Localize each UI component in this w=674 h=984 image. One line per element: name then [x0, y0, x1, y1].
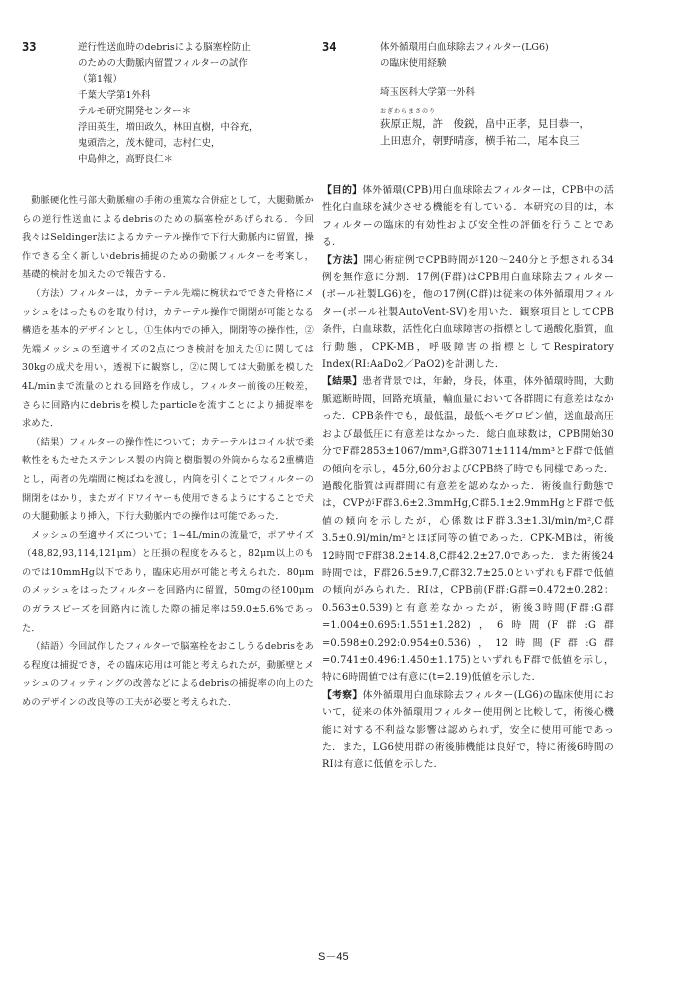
header-block — [380, 40, 614, 150]
section-text: 患者背景では，年齢，身長，体重，体外循環時間，大動脈遮断時間，回路充填量，輸血量において各群間に有意差はなかった．CPB条件でも，最低温，最低ヘモグロビン値，送血最高圧および最低圧に有意差はなかった．総白血球数は，CPB開始30分でF群2853±1067/mm³,G群3071±1114/mm³とF群で低値の傾向を示し，45分,60分およびCPB終了時でも同様であった．過酸化脂質は両群間に有意差を認めなかった．術後血行動態では，CVPがF群3.6±2.3mmHg,C群5.1±2.9mmHgとF群で低値の傾向を示したが，心係数はF群3.3±1.3l/min/m²,C群3.5±0.9l/min/m²とほぼ同等の値であった．CPK-MBは，術後12時間でF群38.2±14.8,C群42.2±27.0であった．また術後24時間では，F群26.5±9.7,C群32.7±25.0といずれもF群で低値の傾向がみられた．RIは，CPB前(F群:G群=0.472±0.282：0.563±0.539)と有意差なかったが，術後3時間(F群:G群=1.004±0.695:1.551±1.282)，6時間(F群:G群=0.598±0.292:0.954±0.536)，12時間(F群:G群=0.741±0.496:1.450±1.175)といずれもF群で低値を示し，特に6時間値では有意に(t=2.19)低値を示した． — [322, 376, 614, 684]
title-line: 逆行性送血時のdebrisによる脳塞栓防止 — [78, 42, 251, 53]
abstract-number: 34 — [322, 40, 337, 54]
author-reading: おぎわらまさのり — [380, 108, 437, 115]
affiliation: テルモ研究開発センター＊ — [78, 106, 192, 117]
section-objective — [322, 182, 614, 252]
body-paragraph: （方法）フィルターは，カテーテル先端に椀状ねでできた骨格にメッシュをはったものを取り付け，カテーテル操作で開閉が可能となる構造を基本的デザインとし，①生体内での挿入，開閉等の操作性，②先端メッシュの至適サイズの2点につき検討を加えた①に関しては30kgの成犬を用い，透視下に観察し，②に関しては大動脈を模した4L/minまで流量のとれる回路を作成し，フィルター前後の圧較差，さらに回路内にdebrisを模したparticleを流すことにより捕捉率を求めた． — [22, 287, 314, 430]
author-list — [380, 116, 614, 150]
title-line: 体外循環用白血球除去フィルター(LG6) — [380, 42, 549, 53]
abstract-number: 33 — [22, 40, 37, 54]
affiliation: 千葉大学第1外科 — [78, 90, 151, 101]
abstract-title — [380, 40, 614, 72]
section-methods — [322, 252, 614, 374]
title-line: のための大動脈内留置フィルターの試作 — [78, 58, 248, 69]
abstract-header — [322, 40, 614, 182]
abstract-header — [22, 40, 314, 192]
body-paragraph: 動脈硬化性弓部大動脈瘤の手術の重篤な合併症として，大腿動脈からの逆行性送血によるdebrisのための脳塞栓があげられる．今回我々はSeldinger法によるカテーテル操作で下行大動脈内に留置，操作できる全く新しいdebris捕捉のための動脈フィルターを考案し，基礎的検討を加えたので報告する． — [22, 195, 314, 281]
author-line: 上田恵介，朝野晴彦，横手祐二，尾本良三 — [380, 135, 580, 147]
section-discussion — [322, 687, 614, 774]
section-label: 【考察】 — [322, 689, 363, 701]
abstract-subtitle: （第1報） — [78, 74, 123, 85]
section-label: 【目的】 — [322, 185, 363, 196]
abstract-34 — [322, 40, 614, 774]
abstract-33 — [22, 40, 314, 713]
abstract-title — [78, 40, 314, 72]
header-block — [78, 40, 314, 168]
body-paragraph: （結果）フィルターの操作性について；カテーテルはコイル状で柔軟性をもたせたステンレス製の内筒と樹脂製の外筒からなる2重構造とし，両者の先端間に椀ばねを渡し，内筒を引くことでフィルターの開閉をはかり，またガイドワイヤーも使用できるようにすることで犬の大腿動脈より挿入，下行大動脈内での操作は可能であった． — [22, 436, 314, 523]
section-text: 開心術症例でCPB時間が120～240分と予想される34例を無作意に分割．17例(F群)はCPB用白血球除去フィルター(ポール社製LG6)を，他の17例(C群)は従来の体外循環用フィルター(ポール社製AutoVent-SV)を用いた．観察項目としてCPB条件，白血球数，活性化白血球障害の指標として過酸化脂質，血行動態，CPK-MB，呼吸障害の指標としてRespiratory Index(RI:AaDo2／PaO2)を計測した． — [322, 254, 614, 371]
author-line: 鬼頭浩之，茂木健司，志村仁史， — [78, 138, 221, 149]
author-line: 浮田英生，増田政久，林田直樹，中谷充， — [78, 122, 259, 133]
section-label: 【結果】 — [322, 376, 363, 388]
section-text: 体外循環(CPB)用白血球除去フィルターは，CPB中の活性化白血球を減少させる機能を有している．本研究の目的は，本フィルターの臨床的有効性および安全性の評価を行うことである． — [322, 185, 614, 249]
title-line: の臨床使用経験 — [380, 58, 447, 69]
page-number: S－45 — [318, 951, 349, 963]
abstract-body — [322, 182, 614, 774]
abstract-body — [22, 192, 314, 713]
affiliation: 埼玉医科大学第一外科 — [380, 87, 476, 98]
body-paragraph: メッシュの至適サイズについて；1~4L/minの流量で，ポアサイズ（48,82,93,114,121μm）と圧損の程度をみると，82μm以上のものでは10mmHg以下であり，臨床応用が可能と考えられた．80μmのメッシュをはったフィルターを回路内に留置，50mgの径100μmのガラスビーズを回路内に流した際の捕足率は59.0±5.6%であった． — [22, 529, 314, 634]
affiliation-list — [78, 88, 314, 120]
author-line: 中島伸之，高野良仁＊ — [78, 154, 174, 165]
section-label: 【方法】 — [322, 254, 364, 266]
author-list — [78, 120, 314, 168]
author-line: 荻原正規，許 俊鋭，畠中正孝，見目恭一， — [380, 118, 590, 130]
section-results — [322, 373, 614, 686]
section-text: 体外循環用白血球除去フィルター(LG6)の臨床使用において，従来の体外循環用フィルター使用例と比較して，術後心機能に対する不利益な影響は認められず，安全に使用可能であった．また，LG6使用群の術後肺機能は良好で，特に術後6時間のRIは有意に低値を示した． — [322, 689, 614, 771]
body-paragraph: （結語）今回試作したフィルターで脳塞栓をおこしうるdebrisをある程度は捕捉でき，その臨床応用は可能と考えられたが，動脈壁とメッシュのフィッティングの改善などによるdebrisの捕捉率の向上のためのデザインの改良等の工夫が必要と考えられた． — [22, 641, 314, 709]
